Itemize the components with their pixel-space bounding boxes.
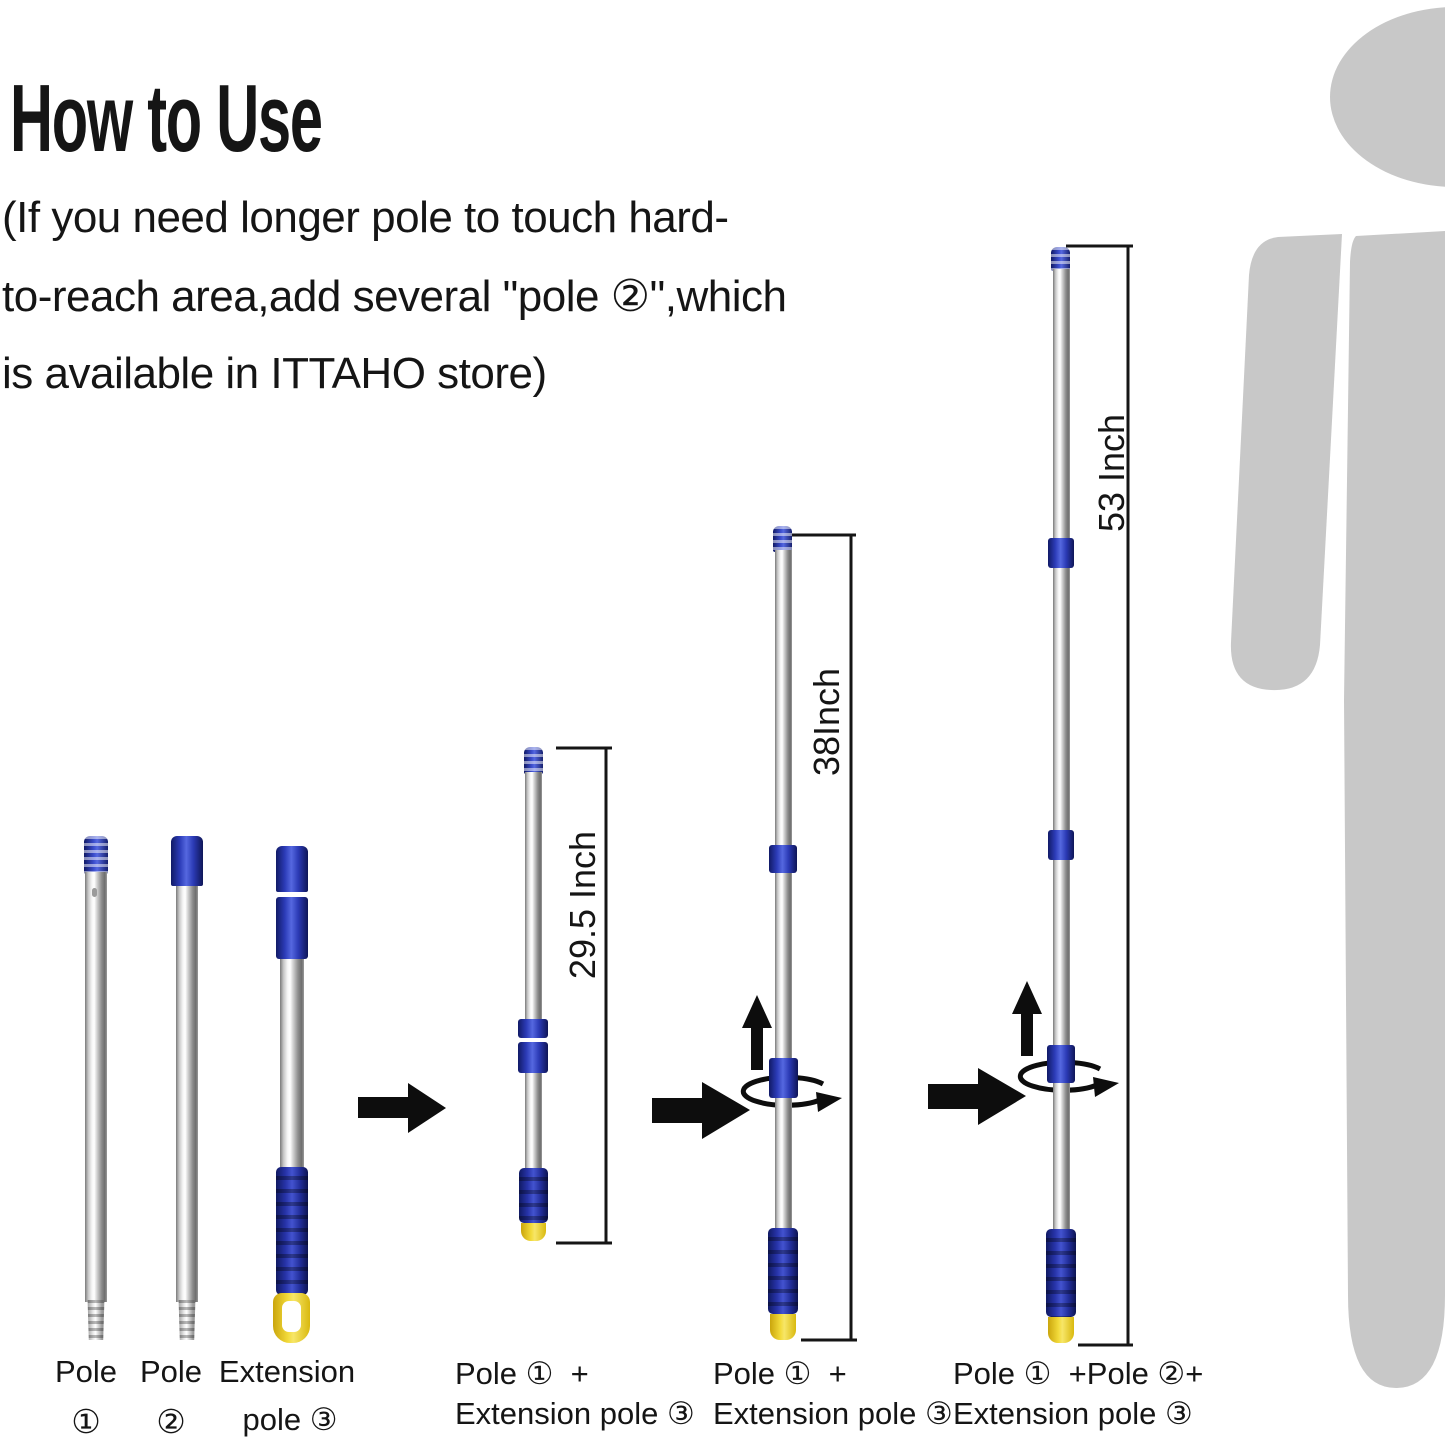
pole2-cap	[171, 836, 203, 886]
dimension-line-29-5-inch	[556, 748, 612, 1243]
pole53-twist-collar	[1047, 1045, 1075, 1083]
silhouette-arm	[1231, 234, 1342, 690]
pole1-threaded-tip	[84, 836, 108, 874]
silhouette-body-leg	[1344, 231, 1445, 1388]
page-title: How to Use	[10, 65, 322, 172]
pole2-shaft	[176, 886, 198, 1302]
silhouette-head	[1330, 7, 1445, 187]
dimension-label-38-inch: 38Inch	[806, 667, 847, 777]
assembly2-label-line2: Extension pole ③	[713, 1396, 953, 1431]
pole38-grip	[768, 1228, 798, 1314]
pole38-yellow-tip	[770, 1314, 796, 1340]
assembly2-label-line1: Pole ① +	[713, 1356, 847, 1391]
pole1-hanging-hole	[92, 888, 97, 897]
person-silhouette	[1231, 7, 1445, 1388]
pole2-number: ②	[156, 1403, 186, 1440]
pole1-bottom-threads	[86, 1300, 106, 1340]
pole38-threaded-tip	[773, 526, 792, 552]
dimension-lines	[556, 246, 1133, 1345]
assembly1-label-line1: Pole ① +	[455, 1356, 589, 1391]
pole53-grip	[1046, 1229, 1076, 1317]
rotate-icon-head	[816, 1092, 842, 1112]
pole53-threaded-tip	[1051, 247, 1070, 271]
pole3-hang-loop-hole	[282, 1301, 301, 1332]
pole53-shaft-lower	[1053, 1083, 1070, 1229]
pole3-shaft	[280, 959, 304, 1169]
pole38-shaft-upper	[775, 550, 792, 1060]
pole29-collar-upper	[518, 1019, 548, 1038]
pole3-connector-sleeve	[276, 897, 308, 959]
up-arrow-icon	[1012, 981, 1042, 1056]
note-line-3: is available in ITTAHO store)	[2, 349, 547, 398]
pole53-collar-2	[1048, 830, 1074, 860]
pole3-label-line2: pole ③	[242, 1402, 338, 1437]
assembly3-label-line1: Pole ① +Pole ②+	[953, 1356, 1204, 1391]
right-arrow-icon	[928, 1068, 1026, 1125]
pole53-yellow-tip	[1048, 1317, 1074, 1343]
pole38-shaft-lower	[775, 1098, 792, 1228]
pole3-connector-top	[276, 846, 308, 892]
pole2-label: Pole	[139, 1354, 203, 1389]
pole1-number: ①	[71, 1403, 101, 1440]
up-arrow-icon	[742, 995, 772, 1070]
note-line-1: (If you need longer pole to touch hard-	[2, 193, 729, 242]
pole3-label-line1: Extension	[218, 1354, 356, 1389]
pole38-twist-collar	[769, 1058, 798, 1098]
right-arrow-icon	[652, 1082, 750, 1139]
pole29-shaft-lower	[525, 1073, 542, 1168]
assembly3-label-line2: Extension pole ③	[953, 1396, 1193, 1431]
assembly1-label-line2: Extension pole ③	[455, 1396, 695, 1431]
rotate-icon-head	[1093, 1077, 1119, 1097]
pole29-yellow-tip	[521, 1223, 546, 1241]
note-line-2: to-reach area,add several "pole ②",which	[2, 272, 787, 321]
dimension-label-29-5-inch: 29.5 Inch	[562, 830, 603, 980]
pole29-grip	[519, 1168, 548, 1223]
dimension-label-53-inch: 53 Inch	[1091, 413, 1132, 533]
right-arrow-icon	[358, 1083, 446, 1133]
step-arrows	[358, 981, 1042, 1139]
dimension-line-53-inch	[1066, 246, 1133, 1345]
pole29-threaded-tip	[524, 747, 543, 774]
pole29-shaft-upper	[525, 772, 542, 1020]
pole53-shaft-upper	[1053, 269, 1070, 1047]
pole38-collar-upper	[769, 845, 797, 873]
pole53-collar-1	[1048, 538, 1074, 568]
pole2-bottom-threads	[177, 1300, 197, 1340]
pole29-collar-lower	[518, 1042, 548, 1073]
pole1-label: Pole	[54, 1354, 118, 1389]
pole1-shaft	[85, 872, 107, 1302]
pole3-grip	[276, 1167, 308, 1295]
